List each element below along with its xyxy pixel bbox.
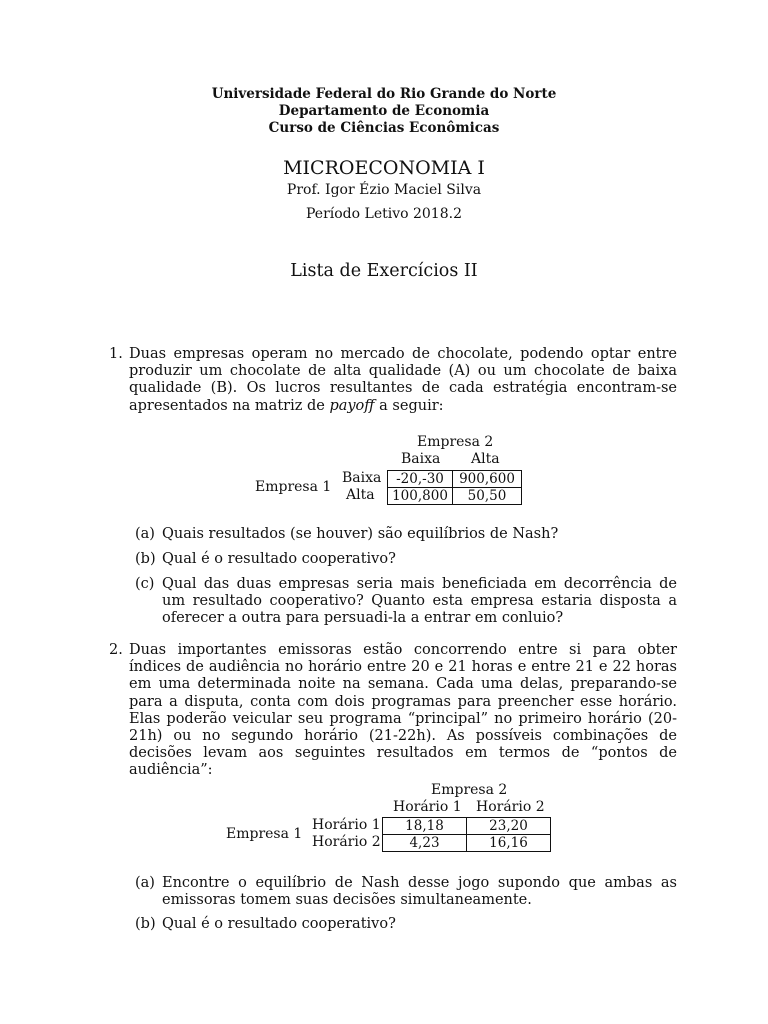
professor-name: Prof. Igor Ézio Maciel Silva bbox=[286, 182, 482, 198]
question-2-number: 2. bbox=[109, 642, 123, 658]
course-name: Curso de Ciências Econômicas bbox=[268, 120, 500, 136]
matrix-2-row-header: Horário 1 bbox=[312, 817, 381, 833]
matrix-1-cell: 100,800 bbox=[387, 487, 453, 505]
matrix-1-row-header: Baixa bbox=[342, 470, 382, 486]
matrix-2-column-player: Empresa 2 bbox=[431, 782, 508, 798]
matrix-2-cell: 23,20 bbox=[466, 817, 551, 835]
question-1b-text: Qual é o resultado cooperativo? bbox=[162, 551, 396, 567]
matrix-1-column-player: Empresa 2 bbox=[417, 434, 494, 450]
university-name: Universidade Federal do Rio Grande do Norte bbox=[211, 86, 557, 102]
question-1-text-end: a seguir: bbox=[374, 397, 444, 414]
question-1c-label: (c) bbox=[135, 576, 155, 592]
matrix-2-col-header: Horário 1 bbox=[393, 799, 462, 815]
question-2b-text: Qual é o resultado cooperativo? bbox=[162, 916, 396, 932]
matrix-1-col-header: Baixa bbox=[401, 451, 441, 467]
matrix-1-cell: -20,-30 bbox=[387, 470, 453, 488]
question-1a-text: Quais resultados (se houver) são equilíbrios de Nash? bbox=[162, 526, 559, 542]
matrix-2-cell: 16,16 bbox=[466, 834, 551, 852]
question-1a-label: (a) bbox=[135, 526, 155, 542]
matrix-1-row-player: Empresa 1 bbox=[255, 479, 332, 495]
question-1-number: 1. bbox=[109, 346, 123, 362]
question-1-text bbox=[129, 346, 677, 415]
matrix-1-row-header: Alta bbox=[346, 487, 375, 503]
exercise-list-title: Lista de Exercícios II bbox=[290, 261, 478, 281]
matrix-2-row-player: Empresa 1 bbox=[226, 826, 303, 842]
question-2-text: Duas importantes emissoras estão concorrendo entre si para obter índices de audiência no horário entre 20 e 21 horas e entre 21 e 22 horas em uma determinada noite na semana. Cada uma delas, preparando-se para a disputa, conta com dois programas para preencher esse horário. Elas poderão veicular seu programa “principal” no primeiro horário (20-21h) ou no segundo horário (21-22h). As possíveis combinações de decisões levam aos seguintes resultados em termos de “pontos de audiência”: bbox=[129, 642, 677, 779]
matrix-2-cell: 4,23 bbox=[382, 834, 467, 852]
academic-period: Período Letivo 2018.2 bbox=[306, 206, 462, 222]
course-title: MICROECONOMIA I bbox=[283, 157, 485, 179]
question-1-text-main: Duas empresas operam no mercado de chocolate, podendo optar entre produzir um chocolate de alta qualidade (A) ou um chocolate de baixa qualidade (B). Os lucros resultantes de cada estratégia encontram-se apresentados na matriz de bbox=[129, 346, 677, 414]
matrix-1-col-header: Alta bbox=[471, 451, 500, 467]
question-2a-text: Encontre o equilíbrio de Nash desse jogo supondo que ambas as emissoras tomem suas decisões simultaneamente. bbox=[162, 875, 677, 909]
question-2b-label: (b) bbox=[135, 916, 156, 932]
matrix-1-cell: 900,600 bbox=[452, 470, 522, 488]
question-1c-text: Qual das duas empresas seria mais beneficiada em decorrência de um resultado cooperativo? Quanto esta empresa estaria disposta a oferecer a outra para persuadi-la a entrar em conluio? bbox=[162, 576, 677, 627]
department-name: Departamento de Economia bbox=[278, 103, 490, 119]
question-2a-label: (a) bbox=[135, 875, 155, 891]
question-1-text-italic: payoff bbox=[329, 397, 375, 414]
document-header bbox=[0, 86, 768, 137]
matrix-2-col-header: Horário 2 bbox=[476, 799, 545, 815]
matrix-2-row-header: Horário 2 bbox=[312, 834, 381, 850]
matrix-1-cell: 50,50 bbox=[452, 487, 522, 505]
question-1b-label: (b) bbox=[135, 551, 156, 567]
matrix-2-cell: 18,18 bbox=[382, 817, 467, 835]
